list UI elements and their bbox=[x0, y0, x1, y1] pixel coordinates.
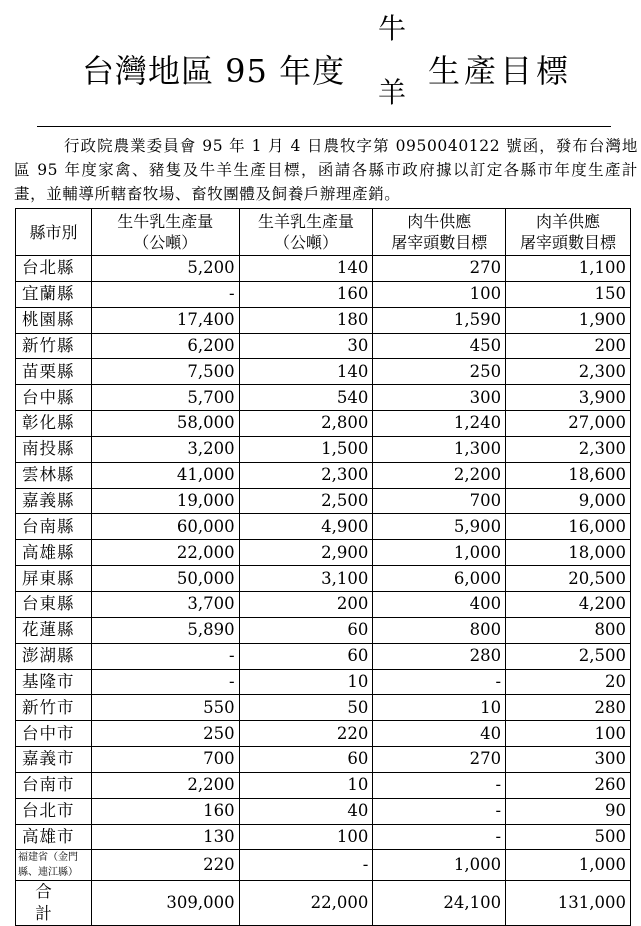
cow-milk-cell: 130 bbox=[91, 824, 239, 850]
county-name: 宜蘭縣 bbox=[16, 281, 92, 307]
county-name: 嘉義縣 bbox=[16, 488, 92, 514]
beef-cattle-cell: 800 bbox=[373, 617, 506, 643]
total-cow-milk: 309,000 bbox=[91, 881, 239, 926]
table-row bbox=[16, 359, 631, 385]
goat-milk-cell: 2,500 bbox=[239, 488, 373, 514]
county-name: 澎湖縣 bbox=[16, 643, 92, 669]
table-row bbox=[16, 721, 631, 747]
beef-cattle-cell: 10 bbox=[373, 695, 506, 721]
cow-milk-cell: 160 bbox=[91, 798, 239, 824]
header-goat-milk: 生羊乳生產量 （公噸） bbox=[239, 209, 373, 256]
meat-goat-cell: 90 bbox=[506, 798, 631, 824]
cow-milk-cell: 58,000 bbox=[91, 411, 239, 437]
beef-cattle-cell: 1,240 bbox=[373, 411, 506, 437]
goat-milk-cell: 2,900 bbox=[239, 540, 373, 566]
table-row bbox=[16, 307, 631, 333]
beef-cattle-cell: 280 bbox=[373, 643, 506, 669]
meat-goat-cell: 1,900 bbox=[506, 307, 631, 333]
table-row bbox=[16, 540, 631, 566]
header-meat-goat: 肉羊供應 屠宰頭數目標 bbox=[506, 209, 631, 256]
meat-goat-cell: 2,300 bbox=[506, 436, 631, 462]
goat-milk-cell: 40 bbox=[239, 798, 373, 824]
cow-milk-cell: 250 bbox=[91, 721, 239, 747]
meat-goat-cell: 4,200 bbox=[506, 591, 631, 617]
table-row bbox=[16, 514, 631, 540]
cow-milk-cell: 41,000 bbox=[91, 462, 239, 488]
table-row bbox=[16, 617, 631, 643]
goat-milk-cell: 30 bbox=[239, 333, 373, 359]
table-row bbox=[16, 488, 631, 514]
beef-cattle-cell: 700 bbox=[373, 488, 506, 514]
goat-milk-cell: 140 bbox=[239, 359, 373, 385]
cow-milk-cell: 5,890 bbox=[91, 617, 239, 643]
cow-milk-cell: 3,200 bbox=[91, 436, 239, 462]
beef-cattle-cell: 40 bbox=[373, 721, 506, 747]
county-name: 台北市 bbox=[16, 798, 92, 824]
beef-cattle-cell: 270 bbox=[373, 256, 506, 282]
beef-cattle-cell: 270 bbox=[373, 747, 506, 773]
county-name: 嘉義市 bbox=[16, 747, 92, 773]
page-title-tail: 生產目標 bbox=[428, 52, 573, 90]
goat-milk-cell: 100 bbox=[239, 824, 373, 850]
cow-milk-cell: 700 bbox=[91, 747, 239, 773]
beef-cattle-cell: - bbox=[373, 772, 506, 798]
beef-cattle-cell: 450 bbox=[373, 333, 506, 359]
county-name: 雲林縣 bbox=[16, 462, 92, 488]
total-label: 合計 bbox=[16, 881, 92, 926]
table-row bbox=[16, 256, 631, 282]
county-name: 台北縣 bbox=[16, 256, 92, 282]
table-row bbox=[16, 669, 631, 695]
county-name: 台東縣 bbox=[16, 591, 92, 617]
table-row bbox=[16, 385, 631, 411]
county-name: 福建省（金門 縣、連江縣） bbox=[16, 850, 92, 881]
cow-milk-cell: 60,000 bbox=[91, 514, 239, 540]
goat-milk-cell: 60 bbox=[239, 643, 373, 669]
title-stack-top: 牛 bbox=[377, 12, 406, 45]
table-row bbox=[16, 281, 631, 307]
meat-goat-cell: 27,000 bbox=[506, 411, 631, 437]
meat-goat-cell: 18,000 bbox=[506, 540, 631, 566]
meat-goat-cell: 100 bbox=[506, 721, 631, 747]
meat-goat-cell: 500 bbox=[506, 824, 631, 850]
county-name: 苗栗縣 bbox=[16, 359, 92, 385]
goat-milk-cell: 1,500 bbox=[239, 436, 373, 462]
county-name: 屏東縣 bbox=[16, 566, 92, 592]
beef-cattle-cell: 300 bbox=[373, 385, 506, 411]
goat-milk-cell: 140 bbox=[239, 256, 373, 282]
beef-cattle-cell: 6,000 bbox=[373, 566, 506, 592]
table-row bbox=[16, 411, 631, 437]
goat-milk-cell: 10 bbox=[239, 772, 373, 798]
table-row bbox=[16, 436, 631, 462]
beef-cattle-cell: 1,300 bbox=[373, 436, 506, 462]
beef-cattle-cell: 1,000 bbox=[373, 850, 506, 881]
header-county: 縣市別 bbox=[16, 209, 92, 256]
beef-cattle-cell: - bbox=[373, 798, 506, 824]
table-row bbox=[16, 591, 631, 617]
county-name: 彰化縣 bbox=[16, 411, 92, 437]
cow-milk-cell: 5,700 bbox=[91, 385, 239, 411]
beef-cattle-cell: - bbox=[373, 824, 506, 850]
table-row bbox=[16, 772, 631, 798]
meat-goat-cell: 18,600 bbox=[506, 462, 631, 488]
meat-goat-cell: 1,000 bbox=[506, 850, 631, 881]
beef-cattle-cell: 5,900 bbox=[373, 514, 506, 540]
goat-milk-cell: 3,100 bbox=[239, 566, 373, 592]
cow-milk-cell: 2,200 bbox=[91, 772, 239, 798]
goat-milk-cell: 220 bbox=[239, 721, 373, 747]
beef-cattle-cell: 2,200 bbox=[373, 462, 506, 488]
beef-cattle-cell: 1,000 bbox=[373, 540, 506, 566]
title-stacked-characters bbox=[374, 10, 410, 112]
goat-milk-cell: 4,900 bbox=[239, 514, 373, 540]
intro-paragraph: 行政院農業委員會 95 年 1 月 4 日農牧字第 0950040122 號函，發布台灣地區 95 年度家禽、豬隻及牛羊生產目標，函請各縣市政府據以訂定各縣市年度生產計畫，並輔導所轄畜牧場、畜牧團體及飼養戶辦理產銷。 bbox=[14, 137, 638, 203]
total-beef-cattle: 24,100 bbox=[373, 881, 506, 926]
table-row bbox=[16, 333, 631, 359]
meat-goat-cell: 800 bbox=[506, 617, 631, 643]
meat-goat-cell: 9,000 bbox=[506, 488, 631, 514]
table-row bbox=[16, 695, 631, 721]
cow-milk-cell: 550 bbox=[91, 695, 239, 721]
table-row bbox=[16, 643, 631, 669]
beef-cattle-cell: - bbox=[373, 669, 506, 695]
meat-goat-cell: 16,000 bbox=[506, 514, 631, 540]
cow-milk-cell: 17,400 bbox=[91, 307, 239, 333]
goat-milk-cell: - bbox=[239, 850, 373, 881]
title-stack-bottom: 羊 bbox=[377, 76, 406, 109]
meat-goat-cell: 20 bbox=[506, 669, 631, 695]
county-name: 基隆市 bbox=[16, 669, 92, 695]
meat-goat-cell: 280 bbox=[506, 695, 631, 721]
cow-milk-cell: 50,000 bbox=[91, 566, 239, 592]
cow-milk-cell: - bbox=[91, 643, 239, 669]
table-header-row bbox=[16, 209, 631, 256]
meat-goat-cell: 150 bbox=[506, 281, 631, 307]
total-meat-goat: 131,000 bbox=[506, 881, 631, 926]
cow-milk-cell: 22,000 bbox=[91, 540, 239, 566]
page-title: 台灣地區 95 年度 bbox=[82, 52, 346, 90]
goat-milk-cell: 180 bbox=[239, 307, 373, 333]
table-row bbox=[16, 798, 631, 824]
beef-cattle-cell: 250 bbox=[373, 359, 506, 385]
meat-goat-cell: 300 bbox=[506, 747, 631, 773]
meat-goat-cell: 2,500 bbox=[506, 643, 631, 669]
county-name: 新竹市 bbox=[16, 695, 92, 721]
meat-goat-cell: 3,900 bbox=[506, 385, 631, 411]
cow-milk-cell: 19,000 bbox=[91, 488, 239, 514]
county-name: 台南縣 bbox=[16, 514, 92, 540]
meat-goat-cell: 200 bbox=[506, 333, 631, 359]
table-row bbox=[16, 566, 631, 592]
beef-cattle-cell: 400 bbox=[373, 591, 506, 617]
meat-goat-cell: 260 bbox=[506, 772, 631, 798]
cow-milk-cell: 220 bbox=[91, 850, 239, 881]
production-target-table bbox=[15, 208, 631, 926]
county-name: 花蓮縣 bbox=[16, 617, 92, 643]
table-row bbox=[16, 747, 631, 773]
goat-milk-cell: 50 bbox=[239, 695, 373, 721]
county-name: 桃園縣 bbox=[16, 307, 92, 333]
goat-milk-cell: 10 bbox=[239, 669, 373, 695]
goat-milk-cell: 540 bbox=[239, 385, 373, 411]
goat-milk-cell: 160 bbox=[239, 281, 373, 307]
table-row bbox=[16, 824, 631, 850]
county-name: 台中市 bbox=[16, 721, 92, 747]
header-cow-milk: 生牛乳生產量 （公噸） bbox=[91, 209, 239, 256]
title-divider bbox=[37, 126, 611, 127]
table-row-total bbox=[16, 881, 631, 926]
county-name: 台南市 bbox=[16, 772, 92, 798]
goat-milk-cell: 2,300 bbox=[239, 462, 373, 488]
county-name: 新竹縣 bbox=[16, 333, 92, 359]
goat-milk-cell: 60 bbox=[239, 617, 373, 643]
county-name: 台中縣 bbox=[16, 385, 92, 411]
table-row-fujian bbox=[16, 850, 631, 881]
header-beef-cattle: 肉牛供應 屠宰頭數目標 bbox=[373, 209, 506, 256]
goat-milk-cell: 60 bbox=[239, 747, 373, 773]
table-row bbox=[16, 462, 631, 488]
county-name: 高雄市 bbox=[16, 824, 92, 850]
cow-milk-cell: 6,200 bbox=[91, 333, 239, 359]
meat-goat-cell: 1,100 bbox=[506, 256, 631, 282]
county-name: 高雄縣 bbox=[16, 540, 92, 566]
cow-milk-cell: - bbox=[91, 281, 239, 307]
cow-milk-cell: - bbox=[91, 669, 239, 695]
meat-goat-cell: 20,500 bbox=[506, 566, 631, 592]
total-goat-milk: 22,000 bbox=[239, 881, 373, 926]
goat-milk-cell: 2,800 bbox=[239, 411, 373, 437]
county-name: 南投縣 bbox=[16, 436, 92, 462]
cow-milk-cell: 3,700 bbox=[91, 591, 239, 617]
meat-goat-cell: 2,300 bbox=[506, 359, 631, 385]
beef-cattle-cell: 1,590 bbox=[373, 307, 506, 333]
goat-milk-cell: 200 bbox=[239, 591, 373, 617]
beef-cattle-cell: 100 bbox=[373, 281, 506, 307]
cow-milk-cell: 7,500 bbox=[91, 359, 239, 385]
cow-milk-cell: 5,200 bbox=[91, 256, 239, 282]
